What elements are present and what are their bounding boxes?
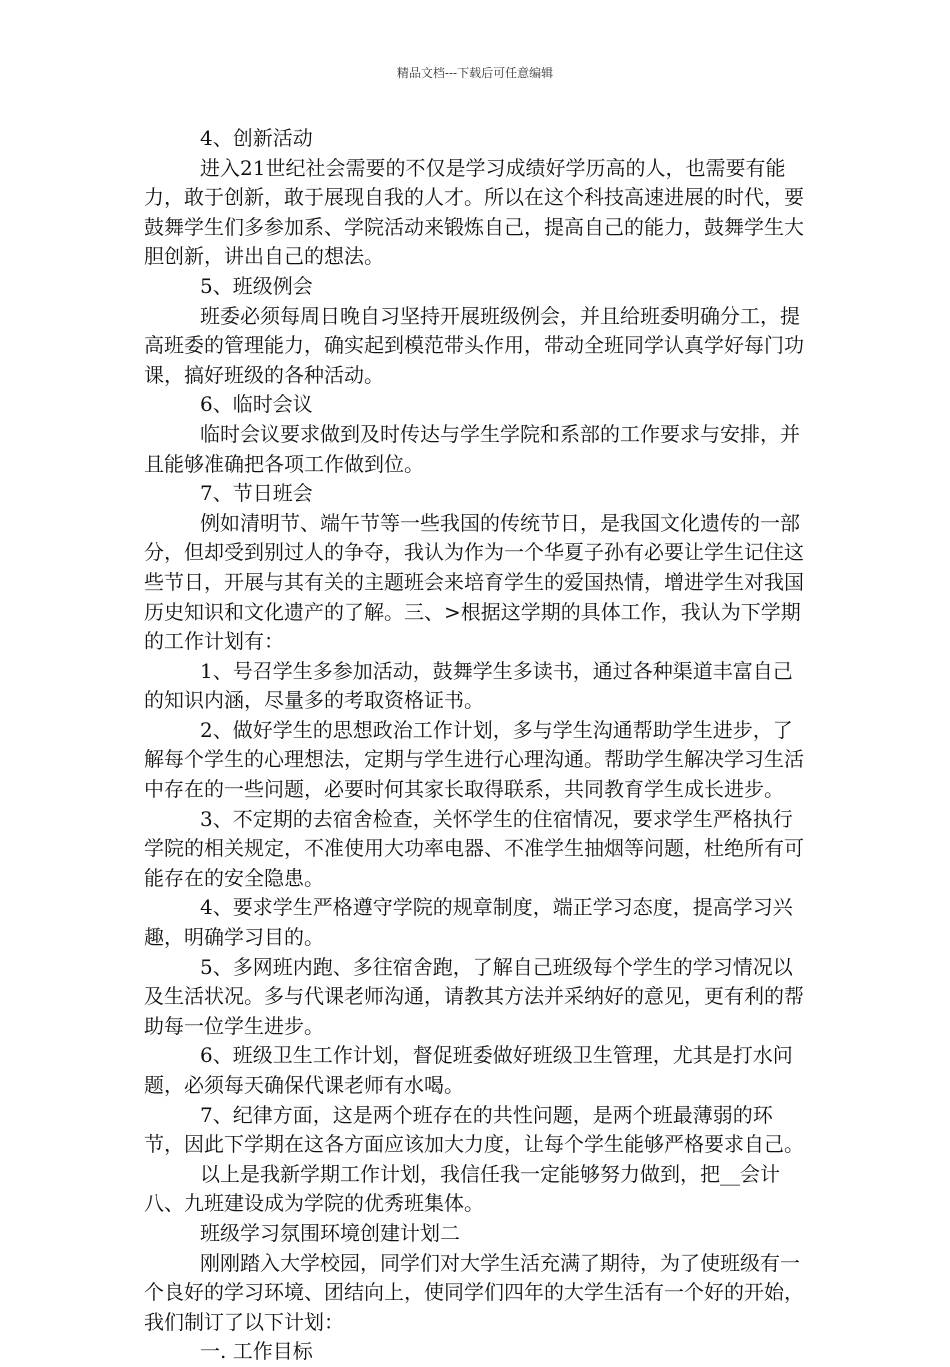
paragraph: 4、要求学生严格遵守学院的规章制度，端正学习态度，提高学习兴趣，明确学习目的。 [144,895,793,950]
paragraph: 6、班级卫生工作计划，督促班委做好班级卫生管理，尤其是打水问题，必须每天确保代课老师有水喝。 [144,1043,793,1097]
paragraph: 1、号召学生多参加活动，鼓舞学生多读书，通过各种渠道丰富自己的知识内涵，尽量多的考取资格证书。 [144,658,793,713]
section-heading: 4、创新活动 [200,126,313,150]
section-heading: 班级学习氛围环境创建计划二 [200,1220,460,1245]
section-heading: 一. 工作目标 [200,1339,313,1364]
paragraph: 3、不定期的去宿舍检查，关怀学生的住宿情况，要求学生严格执行学院的相关规定，不准使用大功率电器、不准学生抽烟等问题，杜绝所有可能存在的安全隐患。 [144,806,804,890]
header-note: 精品文档---下载后可任意编辑 [396,66,554,80]
paragraph: 进入21世纪社会需要的不仅是学习成绩好学历高的人，也需要有能力，敢于创新，敢于展现自我的人才。所以在这个科技高速进展的时代，要鼓舞学生们多参加系、学院活动来锻炼自己，提高自己的能力，鼓舞学生大胆创新，讲出自己的想法。 [144,155,804,269]
section-heading: 5、班级例会 [200,273,313,298]
section-heading: 7、节日班会 [200,481,313,506]
paragraph: 例如清明节、端午节等一些我国的传统节日，是我国文化遗传的一部分，但却受到别过人的争夺，我认为作为一个华夏子孙有必要让学生记住这些节日，开展与其有关的主题班会来培育学生的爱国热情，增进学生对我国历史知识和文化遗产的了解。三、>根据这学期的具体工作，我认为下学期的工作计划有： [144,510,804,654]
paragraph: 5、多网班内跑、多往宿舍跑，了解自己班级每个学生的学习情况以及生活状况。多与代课老师沟通，请教其方法并采纳好的意见，更有利的帮助每一位学生进步。 [144,954,804,1038]
section-heading: 6、临时会议 [200,392,313,417]
paragraph: 班委必须每周日晚自习坚持开展班级例会，并且给班委明确分工，提高班委的管理能力，确实起到模范带头作用，带动全班同学认真学好每门功课，搞好班级的各种活动。 [144,303,804,387]
paragraph: 2、做好学生的思想政治工作计划，多与学生沟通帮助学生进步，了解每个学生的心理想法，定期与学生进行心理沟通。帮助学生解决学习生活中存在的一些问题，必要时何其家长取得联系，共同教育学生成长进步。 [144,717,804,802]
body-text [144,124,808,1367]
paragraph: 刚刚踏入大学校园，同学们对大学生活充满了期待，为了使班级有一个良好的学习环境、团结向上，使同学们四年的大学生活有一个好的开始，我们制订了以下计划： [144,1250,804,1334]
paragraph: 以上是我新学期工作计划，我信任我一定能够努力做到，把__会计八、九班建设成为学院的优秀班集体。 [144,1161,780,1216]
paragraph: 7、纪律方面，这是两个班存在的共性问题，是两个班最薄弱的环节，因此下学期在这各方面应该加大力度，让每个学生能够严格要求自己。 [144,1102,804,1157]
paragraph: 临时会议要求做到及时传达与学生学院和系部的工作要求与安排，并且能够准确把各项工作做到位。 [144,421,800,476]
